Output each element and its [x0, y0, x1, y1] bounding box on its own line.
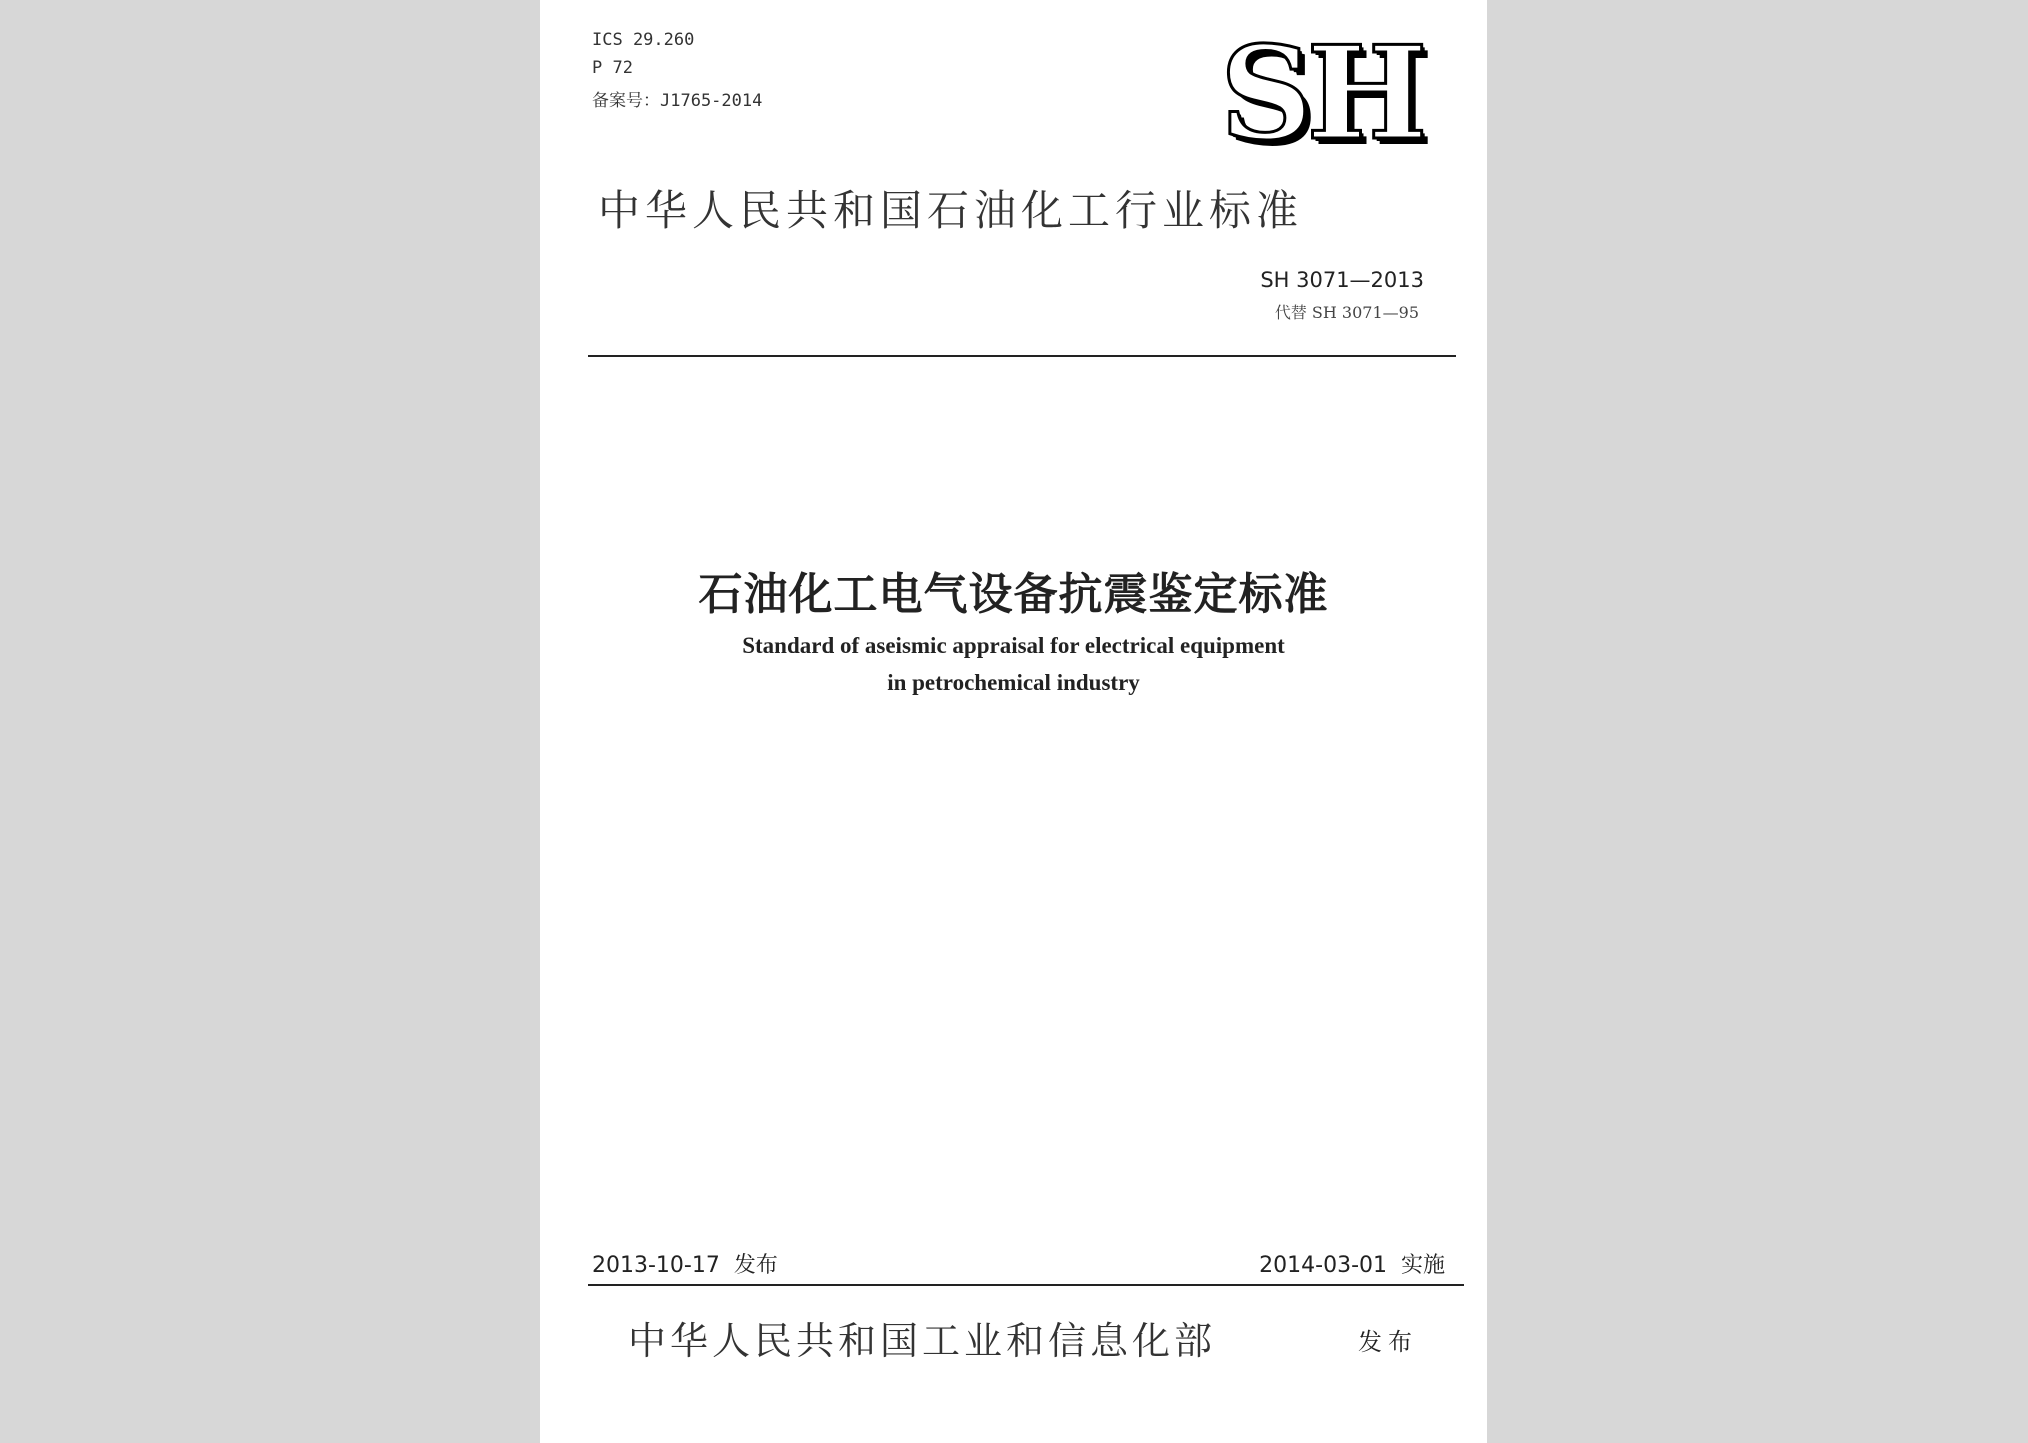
implementation-date: 2014-03-01 实施 — [1259, 1253, 1445, 1278]
issue-date: 2013-10-17 发布 — [592, 1253, 778, 1278]
standard-category-title: 中华人民共和国石油化工行业标准 — [598, 186, 1304, 235]
publish-label: 发布 — [1358, 1328, 1418, 1356]
top-divider — [588, 355, 1456, 357]
record-number: 备案号：J1765-2014 — [592, 91, 763, 111]
title-english-line1: Standard of aseismic appraisal for electrical equipment — [742, 633, 1285, 658]
title-english-line2: in petrochemical industry — [887, 670, 1140, 695]
sh-logo: SH — [1220, 19, 1422, 169]
classification-code: P 72 — [592, 58, 633, 78]
replaces-standard: 代替 SH 3071—95 — [1274, 303, 1419, 322]
title-chinese: 石油化工电气设备抗震鉴定标准 — [698, 569, 1329, 620]
document-page — [540, 0, 1487, 1443]
ics-code: ICS 29.260 — [592, 30, 695, 50]
bottom-divider — [588, 1284, 1464, 1286]
issuing-authority: 中华人民共和国工业和信息化部 — [628, 1319, 1217, 1363]
standard-number: SH 3071—2013 — [1260, 268, 1424, 292]
